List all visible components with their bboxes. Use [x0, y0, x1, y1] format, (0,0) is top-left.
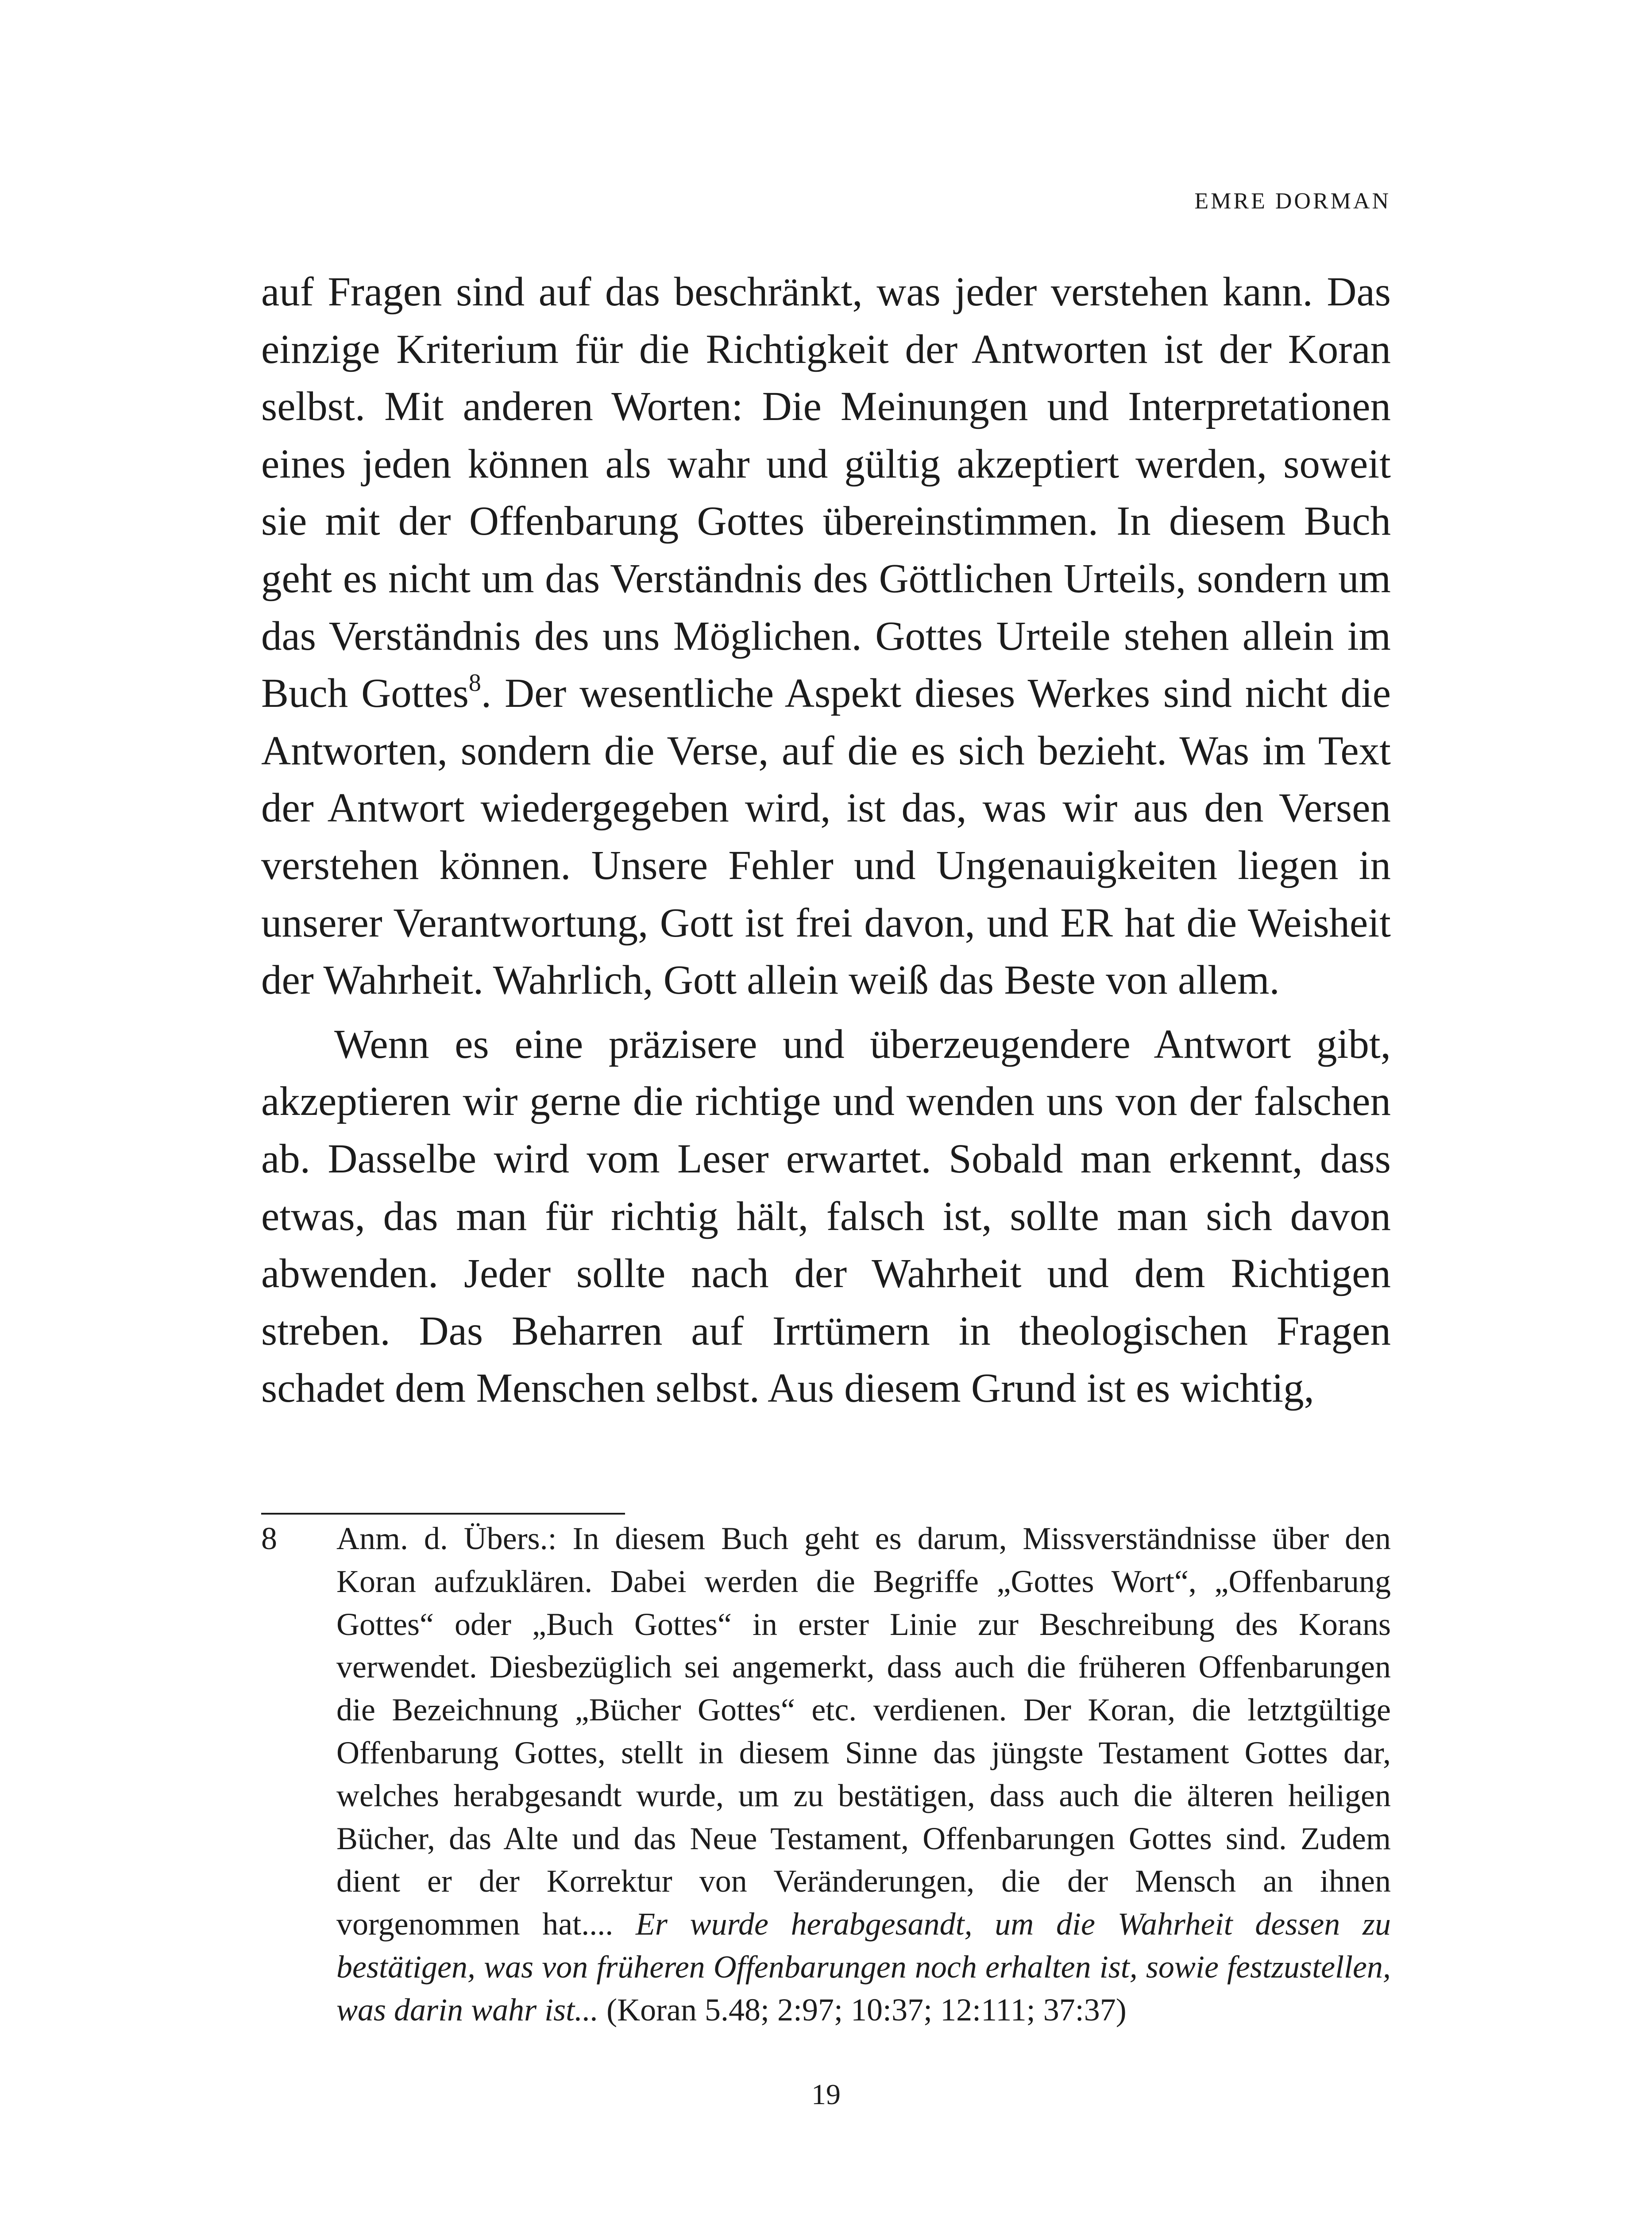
footnote-quote: Er wurde herabgesandt, um die Wahrheit dessen zu bestätigen, was von früheren Offenbarungen noch erhalten ist, sowie festzustellen, was darin wahr ist...	[336, 1906, 1391, 2028]
paragraph-1-text: auf Fragen sind auf das beschränkt, was jeder verstehen kann. Das einzige Kriterium für die Richtigkeit der Antworten ist der Koran selbst. Mit anderen Worten: Die Meinungen und Interpretationen eines jeden können als wahr und gültig akzeptiert werden, soweit sie mit der Offenbarung Gottes übereinstimmen. In diesem Buch geht es nicht um das Verständnis des Göttlichen Urteils, sondern um das Verständnis des uns Möglichen. Gottes Urteile stehen allein im Buch Gottes	[261, 269, 1391, 717]
footnote-reference[interactable]: 8	[468, 669, 481, 697]
body-text	[261, 263, 1391, 1417]
paragraph-1-continuation: . Der wesentliche Aspekt dieses Werkes sind nicht die Antworten, sondern die Verse, auf die es sich bezieht. Was im Text der Antwort wiedergegeben wird, ist das, was wir aus den Versen verstehen können. Unsere Fehler und Ungenauigkeiten liegen in unserer Verantwortung, Gott ist frei davon, und ER hat die Weisheit der Wahrheit. Wahrlich, Gott allein weiß das Beste von allem.	[261, 671, 1391, 1003]
footnote-divider	[261, 1513, 625, 1515]
footnote-text: Anm. d. Übers.: In diesem Buch geht es darum, Missverständnisse über den Koran aufzuklären. Dabei werden die Begriffe „Gottes Wort“, „Offenbarung Gottes“ oder „Buch Gottes“ in erster Linie zur Beschreibung des Korans verwendet. Diesbezüglich sei angemerkt, dass auch die früheren Offenbarungen die Bezeichnung „Bücher Gottes“ etc. verdienen. Der Koran, die letztgültige Offenbarung Gottes, stellt in diesem Sinne das jüngste Testament Gottes dar, welches herabgesandt wurde, um zu bestätigen, dass auch die älteren heiligen Bücher, das Alte und das Neue Testament, Offenbarungen Gottes sind. Zudem dient er der Korrektur von Veränderungen, die der Mensch an ihnen vorgenommen hat....	[336, 1521, 1391, 1942]
footnote-body	[336, 1517, 1391, 2032]
running-head-author: EMRE DORMAN	[1194, 189, 1391, 214]
paragraph-1	[261, 263, 1391, 1009]
footnote	[261, 1517, 1391, 2032]
page-number: 19	[811, 2078, 841, 2111]
paragraph-2: Wenn es eine präzisere und überzeugendere Antwort gibt, akzeptieren wir gerne die richtige und wenden uns von der falschen ab. Dasselbe wird vom Leser erwartet. Sobald man erkennt, dass etwas, das man für richtig hält, falsch ist, sollte man sich davon abwenden. Jeder sollte nach der Wahrheit und dem Richtigen streben. Das Beharren auf Irrtümern in theologischen Fragen schadet dem Menschen selbst. Aus diesem Grund ist es wichtig,	[261, 1021, 1391, 1411]
footnote-citation: (Koran 5.48; 2:97; 10:37; 12:111; 37:37)	[598, 1992, 1127, 2028]
footnote-number: 8	[261, 1521, 277, 1556]
